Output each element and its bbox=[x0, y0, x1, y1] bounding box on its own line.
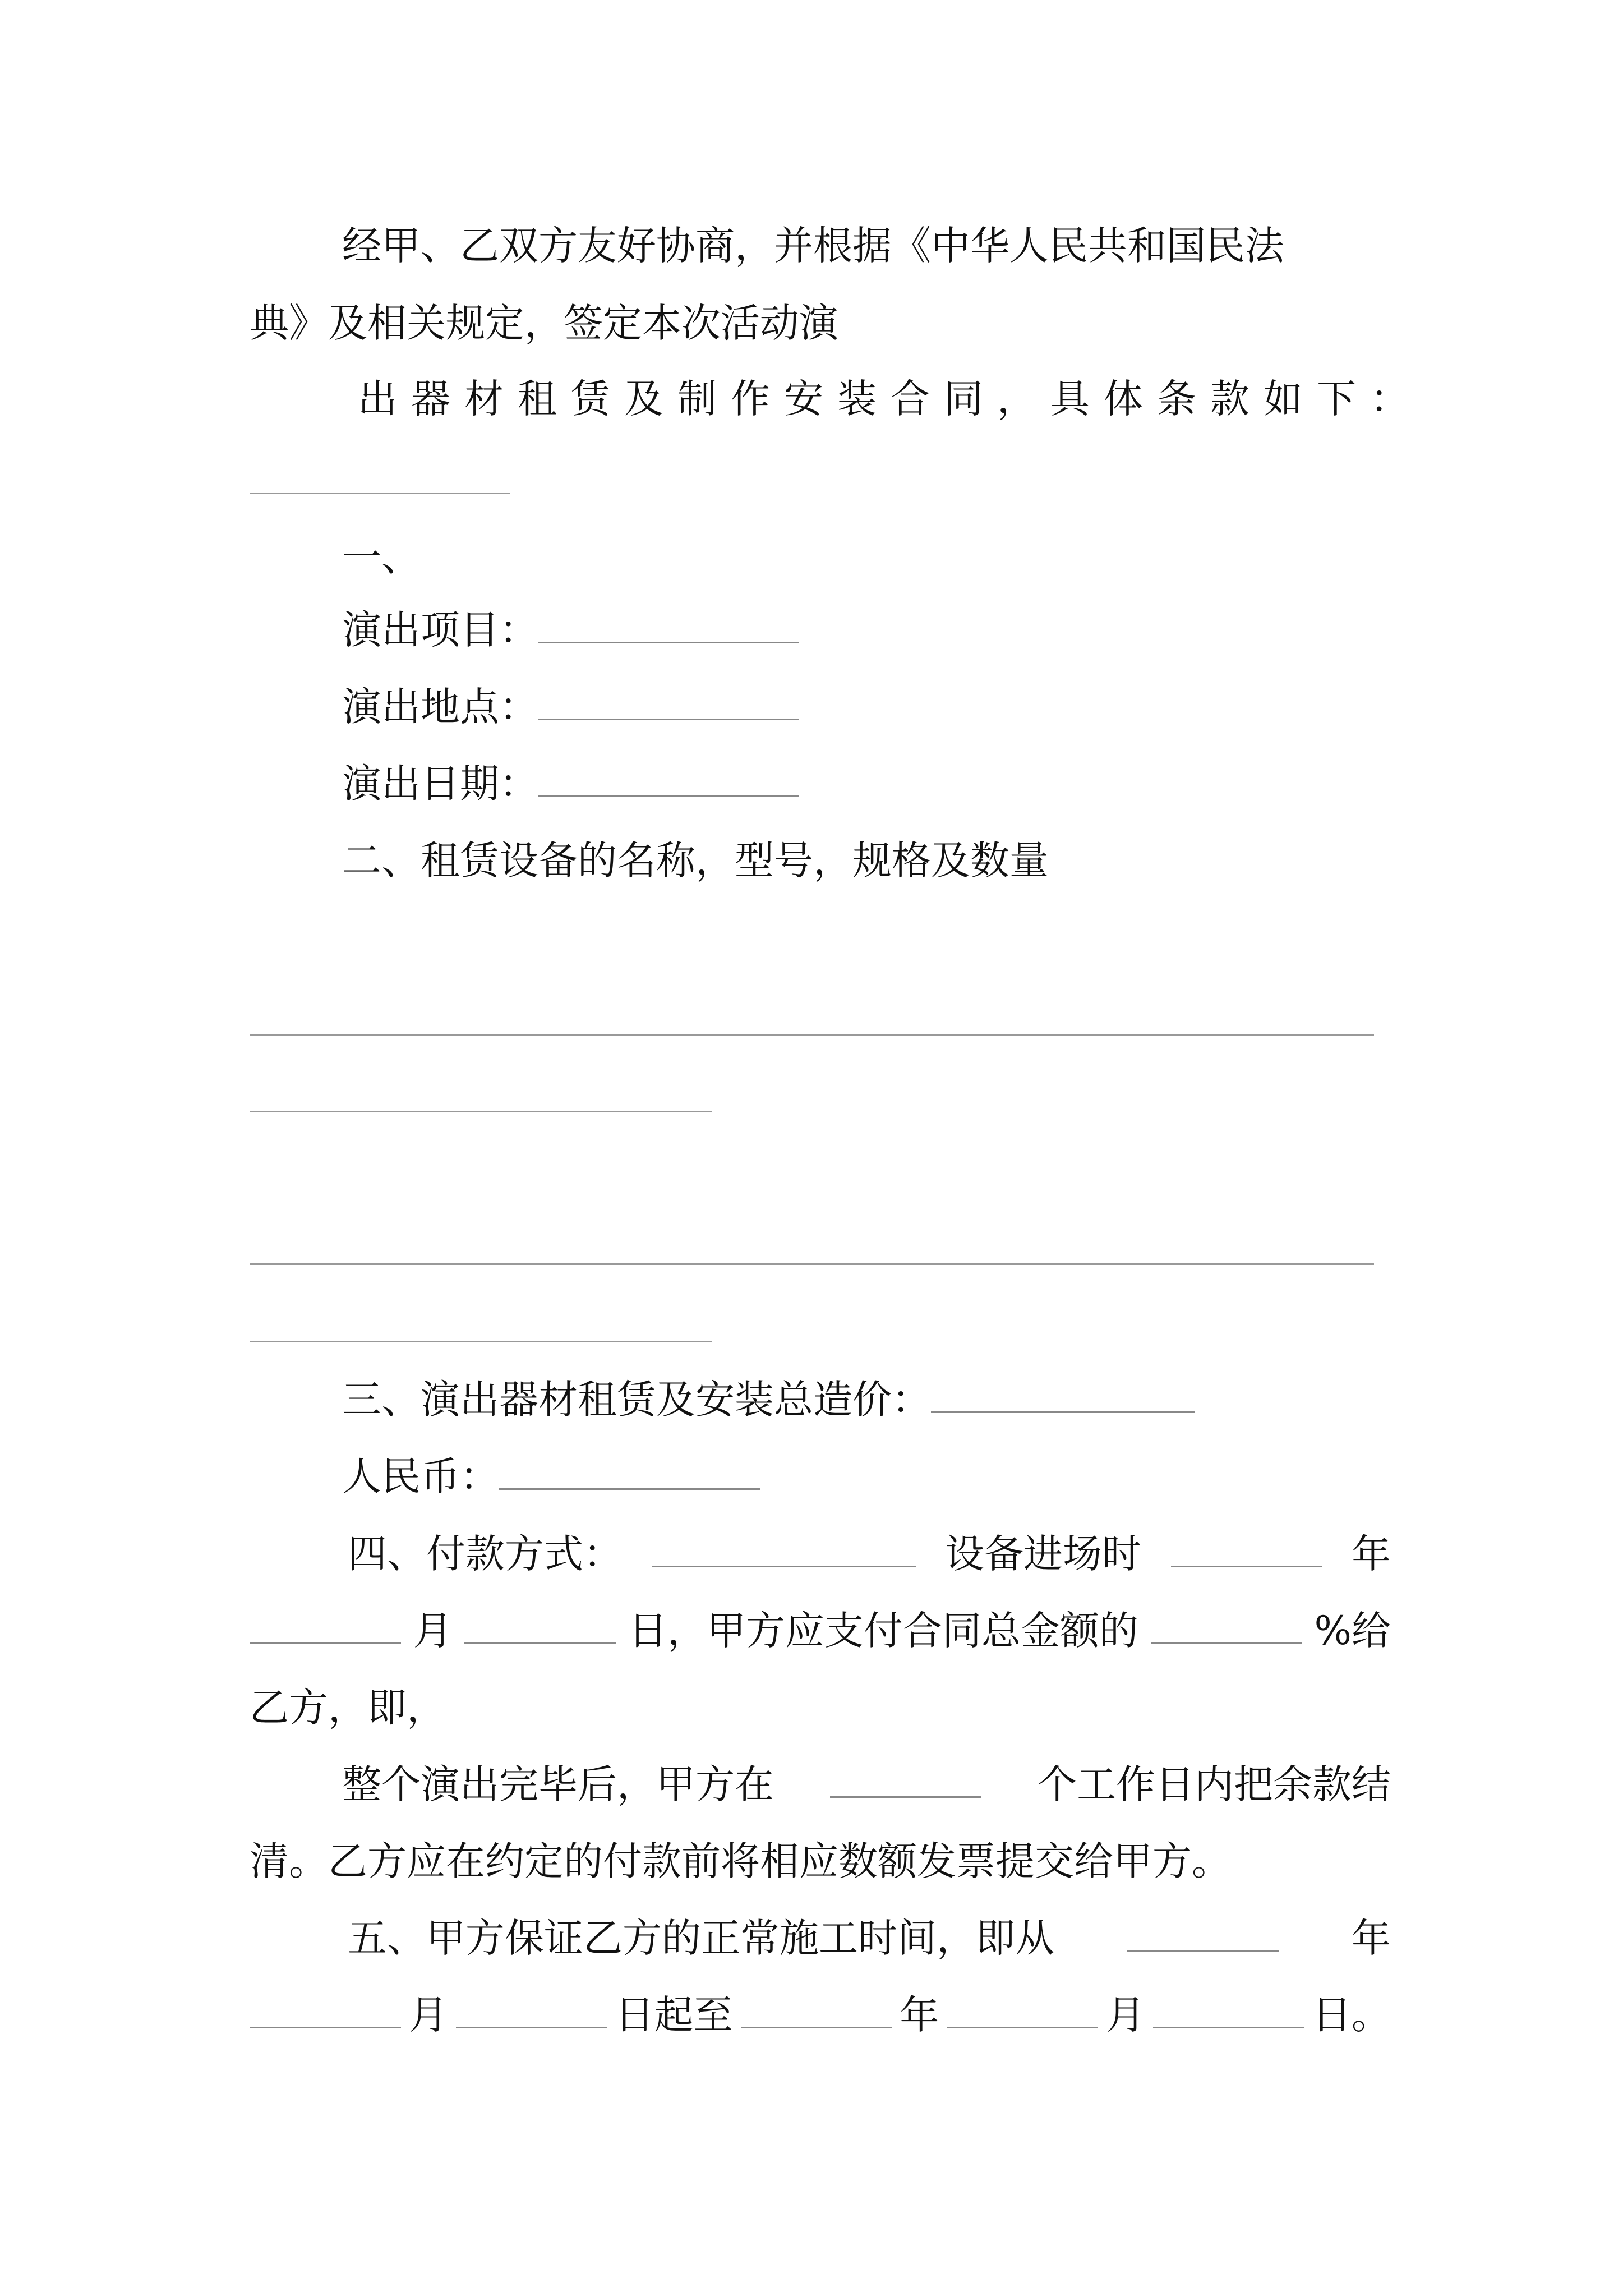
intro-line-3: 出器材租赁及制作安装合同，具体条款如下： bbox=[358, 376, 1423, 422]
year-text: 年 bbox=[1352, 1531, 1391, 1577]
entry-day-blank bbox=[464, 1642, 616, 1644]
section-4-line-2 bbox=[250, 1608, 1391, 1654]
equipment-blank-1 bbox=[250, 1034, 1374, 1036]
equipment-blank-4 bbox=[250, 1341, 712, 1342]
section-4-line-3: 乙方，即， bbox=[250, 1685, 446, 1731]
section-4-line-5: 清。乙方应在约定的付款前将相应数额发票提交给甲方。 bbox=[250, 1838, 1231, 1884]
day-end-text: 日。 bbox=[1312, 1992, 1391, 2038]
field-label: 演出日期： bbox=[342, 761, 538, 807]
end-year-blank bbox=[741, 2027, 892, 2028]
total-label: 三、演出器材租赁及安装总造价： bbox=[342, 1377, 931, 1423]
section-2-heading: 二、租赁设备的名称，型号，规格及数量 bbox=[342, 838, 1049, 884]
day-from-text: 日起至 bbox=[615, 1992, 733, 2038]
rmb-blank bbox=[499, 1488, 760, 1490]
balance-text-b: 个工作日内把余款结 bbox=[1038, 1761, 1391, 1807]
field-performance-venue bbox=[342, 684, 799, 730]
month-text: 月 bbox=[413, 1608, 453, 1654]
field-performance-project bbox=[342, 607, 799, 653]
start-year-blank bbox=[1127, 1950, 1279, 1952]
year-text: 年 bbox=[900, 1992, 939, 2038]
intro-line-1-text: 经甲、乙双方友好协商，并根据《中华人民共和国民法 bbox=[342, 223, 1284, 269]
section-5-line-1 bbox=[348, 1915, 1391, 1961]
end-day-blank bbox=[1153, 2027, 1304, 2028]
end-month-blank bbox=[947, 2027, 1098, 2028]
entry-text: 设备进场时 bbox=[945, 1531, 1141, 1577]
project-blank bbox=[538, 642, 799, 643]
equipment-blank-3 bbox=[250, 1263, 1374, 1265]
field-performance-date bbox=[342, 761, 799, 807]
rmb-label: 人民币： bbox=[342, 1453, 499, 1499]
field-label: 演出项目： bbox=[342, 607, 538, 653]
entry-year-blank bbox=[1171, 1566, 1322, 1567]
venue-blank bbox=[538, 719, 799, 720]
section-1-heading: 一、 bbox=[342, 534, 421, 580]
section-4-heading: 四、付款方式： bbox=[348, 1531, 623, 1577]
year-text: 年 bbox=[1352, 1915, 1391, 1961]
percent-text: %给 bbox=[1314, 1608, 1391, 1654]
equipment-blank-2 bbox=[250, 1111, 712, 1112]
intro-line-1 bbox=[342, 223, 1391, 269]
start-month-blank bbox=[250, 2027, 401, 2028]
intro-line-2: 典》及相关规定，签定本次活动演 bbox=[250, 300, 838, 346]
month-text: 月 bbox=[1106, 1992, 1146, 2038]
section-4-line-4 bbox=[342, 1761, 1391, 1807]
intro-blank bbox=[250, 493, 510, 494]
section-3-total bbox=[342, 1377, 1195, 1423]
payment-method-blank bbox=[652, 1566, 916, 1567]
total-blank bbox=[931, 1411, 1195, 1413]
day-text: 日，甲方应支付合同总金额的 bbox=[628, 1608, 1139, 1654]
section-5-text: 五、甲方保证乙方的正常施工时间，即从 bbox=[348, 1915, 1054, 1961]
balance-text-a: 整个演出完毕后，甲方在 bbox=[342, 1761, 774, 1807]
entry-month-blank bbox=[250, 1642, 401, 1644]
section-4-line-1 bbox=[348, 1531, 1391, 1577]
start-day-blank bbox=[456, 2027, 607, 2028]
percent-blank bbox=[1151, 1642, 1302, 1644]
month-text: 月 bbox=[408, 1992, 448, 2038]
working-days-blank bbox=[830, 1796, 981, 1798]
field-label: 演出地点： bbox=[342, 684, 538, 730]
date-blank bbox=[538, 795, 799, 797]
section-5-line-2 bbox=[250, 1992, 1391, 2038]
section-3-rmb bbox=[342, 1453, 760, 1499]
